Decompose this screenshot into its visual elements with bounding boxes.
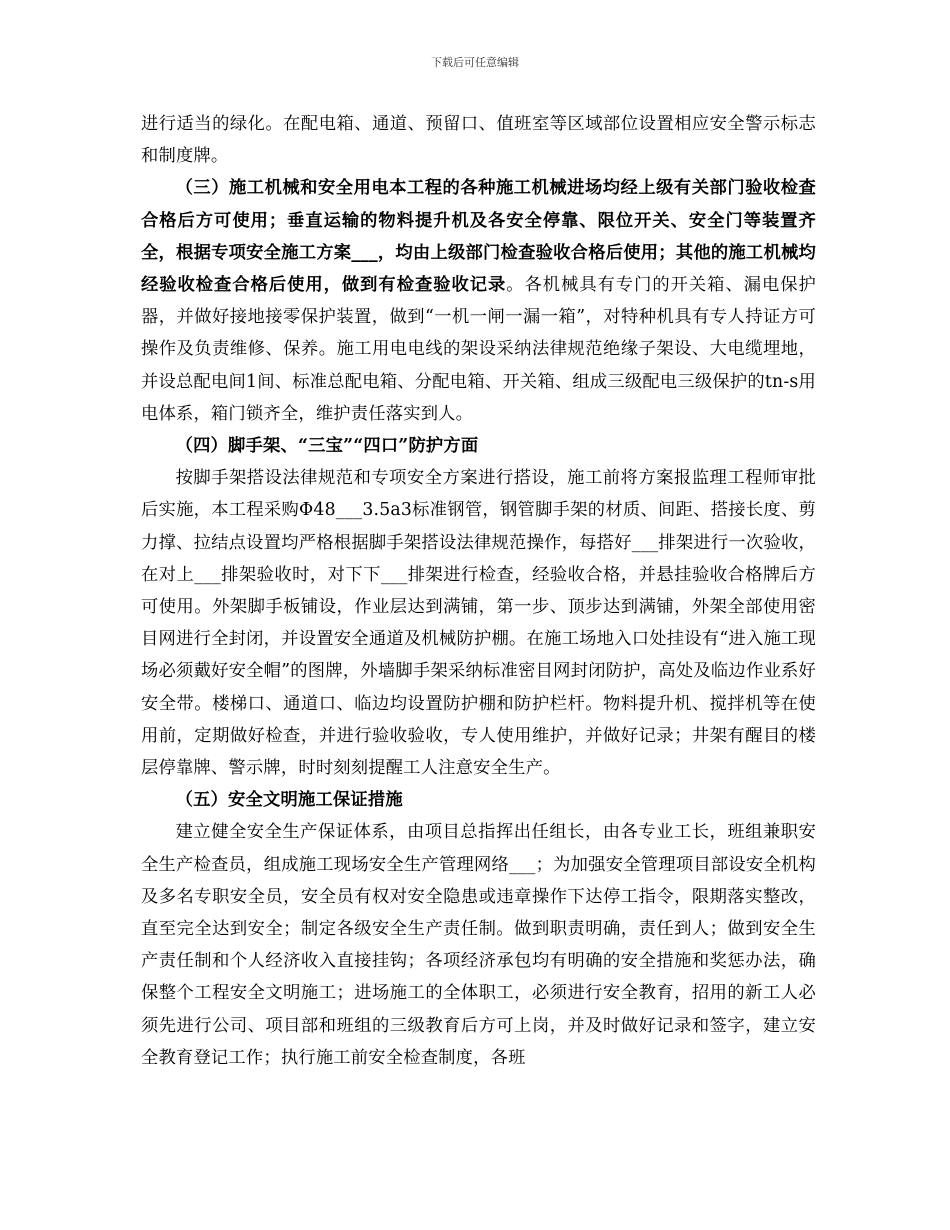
section-heading-scaffolding: （四）脚手架、“三宝”“四口”防护方面 — [175, 436, 479, 457]
paragraph-machinery — [141, 172, 816, 430]
section-heading-safety-measures: （五）安全文明施工保证措施 — [175, 790, 403, 811]
machinery-bold-text: （三）施工机械和安全用电本工程的各种施工机械进场均经上级有关部门验收检查合格后方可使用；垂直运输的物料提升机及各安全停靠、限位开关、安全门等装置齐全，根据专项安全施工方案___，均由上级部门检查验收合格后使用；其他的施工机械均经验收检查合格后使用，做到有检查验收记录 — [141, 178, 816, 296]
document-body — [141, 108, 816, 1074]
paragraph-scaffolding: 按脚手架搭设法律规范和专项安全方案进行搭设，施工前将方案报监理工程师审批后实施，本工程采购Φ48___3.5a3标准钢管，钢管脚手架的材质、间距、搭接长度、剪力撑、拉结点设置均严格根据脚手架搭设法律规范操作，每搭好___排架进行一次验收，在对上___排架验收时，对下下___排架进行检查，经验收合格，并悬挂验收合格牌后方可使用。外架脚手板铺设，作业层达到满铺，第一步、顶步达到满铺，外架全部使用密目网进行全封闭，并设置安全通道及机械防护棚。在施工场地入口处挂设有“进入施工现场必须戴好安全帽”的图牌，外墙脚手架采纳标准密目网封闭防护，高处及临边作业系好安全带。楼梯口、通道口、临边均设置防护棚和防护栏杆。物料提升机、搅拌机等在使用前，定期做好检查，并进行验收验收，专人使用维护，并做好记录；井架有醒目的楼层停靠牌、警示牌，时时刻刻提醒工人注意安全生产。 — [141, 468, 816, 779]
page-header: 下载后可任意编辑 — [431, 56, 519, 69]
machinery-normal-text: 。各机械具有专门的开关箱、漏电保护器，并做好接地接零保护装置，做到“一机一闸一漏一箱”，对特种机具有专人持证方可操作及负责维修、保养。施工用电电线的架设采纳法律规范绝缘子架设、大电缆埋地，并设总配电间1间、标准总配电箱、分配电箱、开关箱、组成三级配电三级保护的tn-s用电体系，箱门锁齐全，维护责任落实到人。 — [141, 275, 816, 424]
paragraph-safety-measures: 建立健全安全生产保证体系，由项目总指挥出任组长，由各专业工长，班组兼职安全生产检查员，组成施工现场安全生产管理网络___；为加强安全管理项目部设安全机构及多名专职安全员，安全员有权对安全隐患或违章操作下达停工指令，限期落实整改，直至完全达到安全；制定各级安全生产责任制。做到职责明确，责任到人；做到安全生产责任制和个人经济收入直接挂钩；各项经济承包均有明确的安全措施和奖惩办法，确保整个工程安全文明施工；进场施工的全体职工，必须进行安全教育，招用的新工人必须先进行公司、项目部和班组的三级教育后方可上岗，并及时做好记录和签字，建立安全教育登记工作；执行施工前安全检查制度，各班 — [141, 822, 816, 1068]
paragraph-greening: 进行适当的绿化。在配电箱、通道、预留口、值班室等区域部位设置相应安全警示标志和制度牌。 — [141, 114, 816, 167]
